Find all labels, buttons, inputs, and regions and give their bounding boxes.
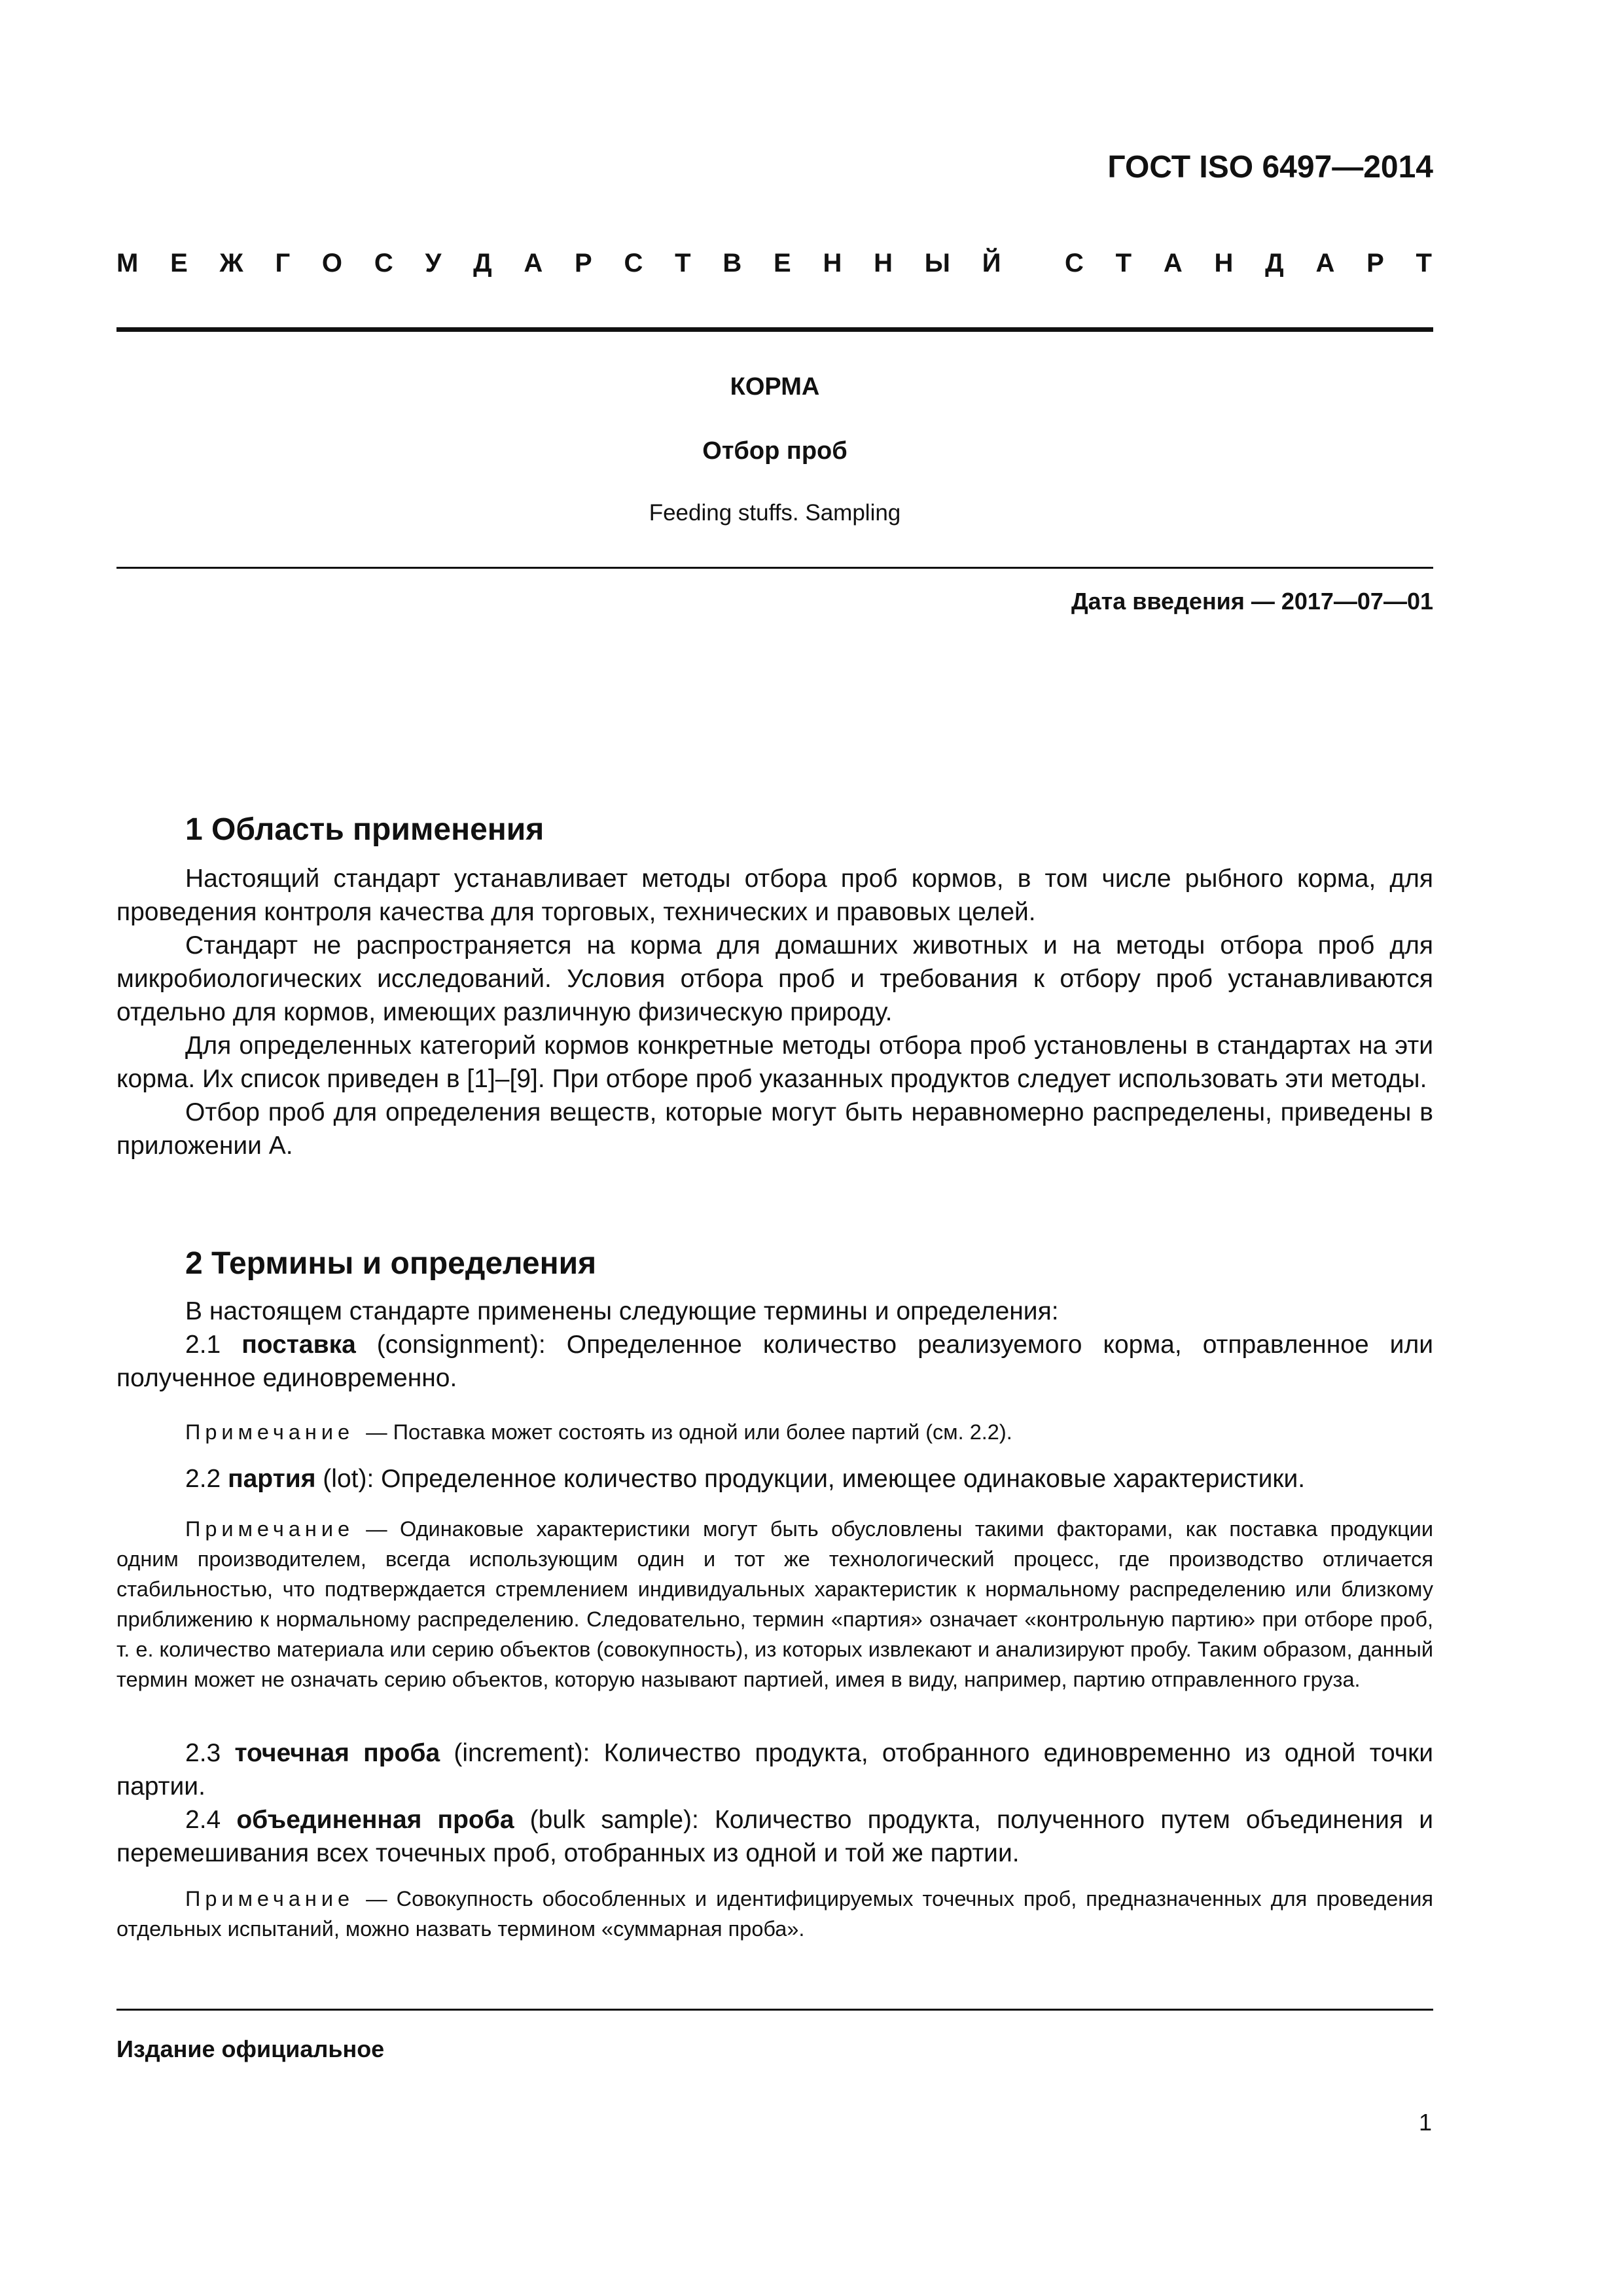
banner-letter: Е: [774, 249, 791, 278]
term-number: 2.2: [185, 1465, 221, 1493]
banner-letter: Г: [275, 249, 291, 278]
note-2-1: [116, 1417, 1433, 1447]
banner-letter: Т: [675, 249, 691, 278]
note-text: — Поставка может состоять из одной или более партий (см. 2.2).: [366, 1420, 1012, 1444]
note-text: — Совокупность обособленных и идентифицируемых точечных проб, предназначенных для проведения отдельных испытаний, можно назвать термином «суммарная проба».: [116, 1887, 1433, 1941]
banner-letter: А: [1163, 249, 1183, 278]
banner-letter: Е: [170, 249, 188, 278]
banner-letter: А: [1315, 249, 1335, 278]
term-definition: (lot): Определенное количество продукции, имеющее одинаковые характеристики.: [315, 1465, 1306, 1493]
section-1-body: [116, 862, 1433, 1162]
edition-label: Издание официальное: [116, 2036, 385, 2062]
term-definition: (bulk sample): Количество продукта, полученного путем объединения и перемешивания всех точечных проб, отобранных из одной и той же партии.: [116, 1806, 1433, 1867]
note-text: — Одинаковые характеристики могут быть обусловлены такими факторами, как поставка продукции одним производителем, всегда использующим один и тот же технологический процесс, где производство отличается стабильностью, что подтверждается стремлением индивидуальных характеристик к нормальному распределению или близкому приближению к нормальному распределению. Следовательно, термин «партия» означает «контрольную партию» при отборе проб, т. е. количество материала или серию объектов (совокупность), из которых извлекают и анализируют пробу. Таким образом, данный термин может не означать серию объектов, которую называют партией, имея в виду, например, партию отправленного груза.: [116, 1517, 1433, 1691]
term-definition: (increment): Количество продукта, отобранного единовременно из одной точки партии.: [116, 1739, 1433, 1801]
note-label: Примечание: [185, 1420, 355, 1444]
note-label: Примечание: [185, 1887, 355, 1910]
term-2-2-block: [116, 1462, 1433, 1496]
term-name: поставка: [241, 1331, 356, 1359]
paragraph: Стандарт не распространяется на корма для домашних животных и на методы отбора проб для микробиологических исследований. Условия отбора проб и требования к отбору проб устанавливаются отдельно для кормов, имеющих различную физическую природу.: [116, 931, 1433, 1026]
header-divider: [116, 327, 1433, 332]
note-label: Примечание: [185, 1517, 355, 1541]
english-title: Feeding stuffs. Sampling: [649, 500, 901, 526]
document-number: ГОСТ ISO 6497—2014: [1107, 150, 1433, 185]
paragraph: Отбор проб для определения веществ, которые могут быть неравномерно распределены, приведены в приложении А.: [116, 1098, 1433, 1160]
term-2-3: [116, 1736, 1433, 1803]
title-divider: [116, 567, 1433, 569]
banner-letter: Й: [982, 249, 1001, 278]
note-2-2: [116, 1514, 1433, 1695]
term-2-1: [116, 1328, 1433, 1395]
paragraph: Для определенных категорий кормов конкретные методы отбора проб установлены в стандартах на эти корма. Их список приведен в [1]–[9]. При отборе проб указанных продуктов следует использовать эти методы.: [116, 1031, 1433, 1093]
standard-banner: [116, 249, 1432, 278]
paragraph: Настоящий стандарт устанавливает методы отбора проб кормов, в том числе рыбного корма, для проведения контроля качества для торговых, технических и правовых целей.: [116, 865, 1433, 926]
document-title: КОРМА: [730, 373, 820, 401]
section-2-intro: [116, 1295, 1433, 1395]
term-2-2: [116, 1462, 1433, 1496]
introduction-date: Дата введения — 2017—07—01: [1071, 588, 1433, 615]
banner-letter: С: [374, 249, 393, 278]
banner-letter: Н: [874, 249, 893, 278]
banner-letter: Р: [1366, 249, 1384, 278]
banner-letter: Р: [575, 249, 592, 278]
banner-letter: О: [321, 249, 343, 278]
document-subtitle: Отбор проб: [702, 437, 847, 465]
banner-letter: Д: [473, 249, 492, 278]
banner-letter: С: [624, 249, 643, 278]
banner-letter: С: [1065, 249, 1084, 278]
section-1-heading: 1 Область применения: [185, 812, 544, 847]
term-name: партия: [228, 1465, 316, 1493]
banner-letter: В: [722, 249, 742, 278]
term-name: точечная проба: [234, 1739, 440, 1767]
banner-letter: Ж: [219, 249, 243, 278]
banner-letter: Т: [1416, 249, 1432, 278]
banner-letter: Н: [823, 249, 842, 278]
term-2-3-2-4-block: [116, 1736, 1433, 1870]
banner-letter: Ы: [924, 249, 950, 278]
banner-letter: А: [524, 249, 543, 278]
banner-letter: Н: [1214, 249, 1234, 278]
banner-letter: Т: [1115, 249, 1132, 278]
term-name: объединенная проба: [236, 1806, 514, 1834]
paragraph: В настоящем стандарте применены следующие термины и определения:: [185, 1297, 1059, 1325]
banner-letter: У: [425, 249, 442, 278]
term-number: 2.1: [185, 1331, 221, 1359]
term-2-4: [116, 1803, 1433, 1870]
page-number: 1: [1418, 2109, 1432, 2136]
term-number: 2.4: [185, 1806, 221, 1834]
banner-letter: Д: [1265, 249, 1284, 278]
note-2-4: [116, 1884, 1433, 1944]
term-number: 2.3: [185, 1739, 221, 1767]
section-2-heading: 2 Термины и определения: [185, 1246, 597, 1281]
footer-divider: [116, 2009, 1433, 2011]
term-definition: (consignment): Определенное количество реализуемого корма, отправленное или полученное единовременно.: [116, 1331, 1433, 1392]
banner-letter: М: [116, 249, 139, 278]
